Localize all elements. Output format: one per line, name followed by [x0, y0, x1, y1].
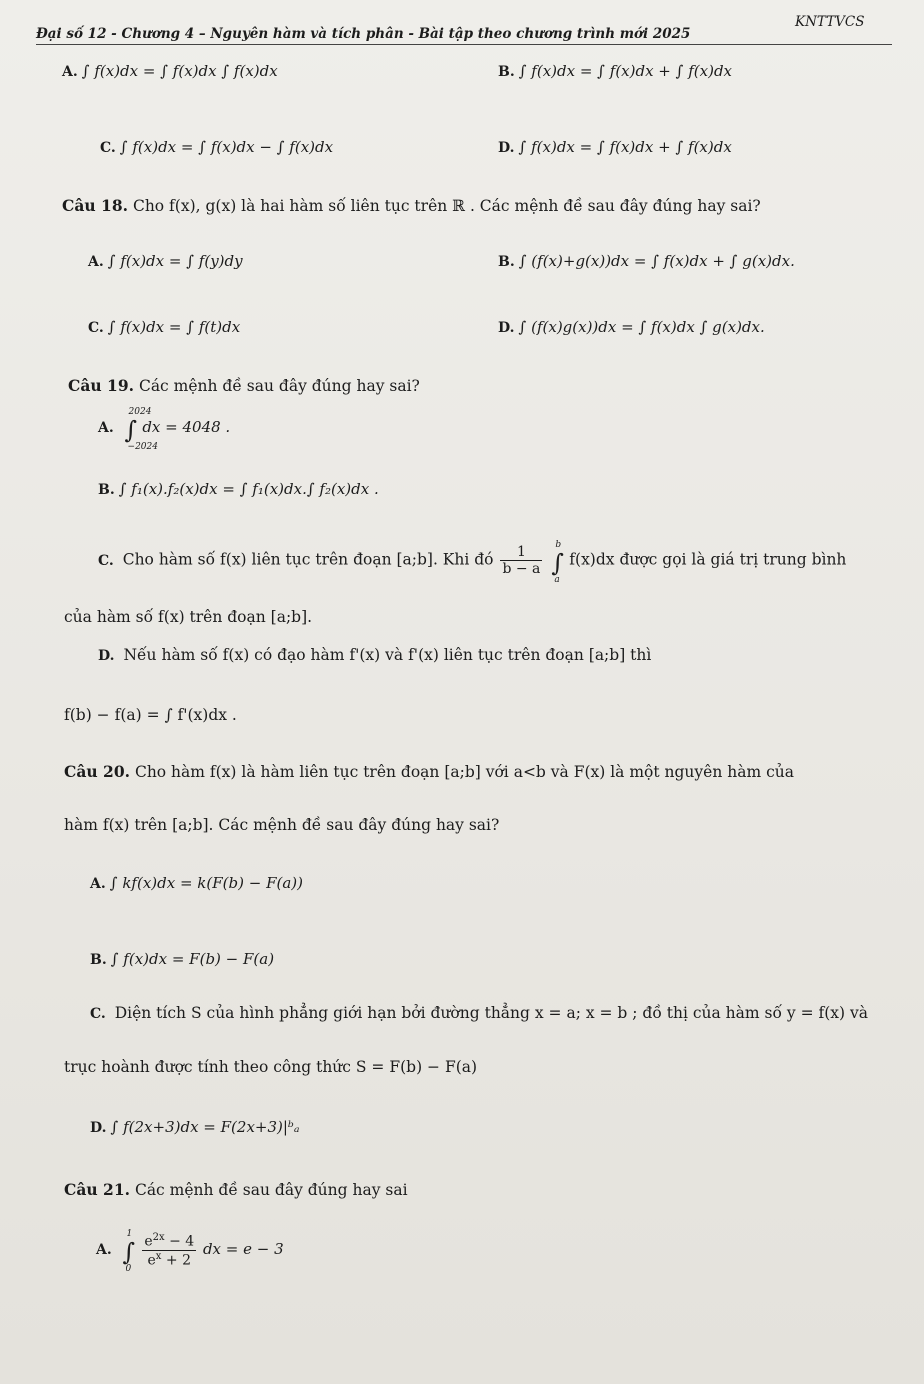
q20-option-a: A. ∫ kf(x)dx = k(F(b) − F(a)) — [90, 874, 303, 892]
q20-option-b: B. ∫ f(x)dx = F(b) − F(a) — [90, 950, 275, 968]
q18-option-b: B. ∫ (f(x)+g(x))dx = ∫ f(x)dx + ∫ g(x)dx. — [498, 252, 795, 270]
question-19: Câu 19. Các mệnh đề sau đây đúng hay sai? — [68, 376, 420, 395]
header-code: KNTTVCS — [795, 14, 865, 30]
fraction: $\frac{e^{2x} - 4}{e^x + 2}$ — [144, 1232, 195, 1269]
question-20: Câu 20. Cho hàm f(x) là hàm liên tục trên đoạn [a;b] với a<b và F(x) là một nguyên hàm của — [64, 762, 795, 781]
q18-option-d: D. ∫ (f(x)g(x))dx = ∫ f(x)dx ∫ g(x)dx. — [498, 318, 765, 336]
q20-option-c-continued: trục hoành được tính theo công thức S = F(b) − F(a) — [64, 1058, 478, 1076]
header-title: Đại số 12 - Chương 4 – Nguyên hàm và tích phân - Bài tập theo chương trình mới 2025 — [36, 26, 691, 42]
header-divider — [36, 44, 892, 45]
q17-option-d: D. ∫ f(x)dx = ∫ f(x)dx + ∫ f(x)dx — [498, 138, 732, 156]
q17-option-c: C. ∫ f(x)dx = ∫ f(x)dx − ∫ f(x)dx — [100, 138, 334, 156]
q19-option-c-continued: của hàm số f(x) trên đoạn [a;b]. — [64, 608, 313, 626]
q19-option-a: A. ∫ 2024 −2024 dx = 4048 . — [98, 407, 231, 452]
q17-option-a: A. ∫ f(x)dx = ∫ f(x)dx ∫ f(x)dx — [62, 62, 278, 80]
fraction: $\frac{1}{b - a}$ — [502, 544, 541, 577]
integral-sign: ∫ b a — [551, 539, 564, 585]
q20-option-c: C. Diện tích S của hình phẳng giới hạn bởi đường thẳng x = a; x = b ; đồ thị của hàm số y = f(x) và — [90, 1004, 868, 1022]
q19-option-c: C. Cho hàm số f(x) liên tục trên đoạn [a;b]. Khi đó $\frac{1}{b - a}$ ∫ b a f(x)dx được gọi là giá trị trung bình — [98, 539, 847, 585]
question-21: Câu 21. Các mệnh đề sau đây đúng hay sai — [64, 1180, 408, 1199]
q18-option-c: C. ∫ f(x)dx = ∫ f(t)dx — [88, 318, 241, 336]
q20-option-d: D. ∫ f(2x+3)dx = F(2x+3)|ᵇₐ — [90, 1118, 300, 1136]
q17-option-b: B. ∫ f(x)dx = ∫ f(x)dx + ∫ f(x)dx — [498, 62, 733, 80]
integral-sign: ∫ 1 0 — [122, 1229, 136, 1275]
question-18: Câu 18. Cho f(x), g(x) là hai hàm số liên tục trên ℝ . Các mệnh đề sau đây đúng hay sai? — [62, 196, 761, 215]
q21-option-a: A. ∫ 1 0 $\frac{e^{2x} - 4}{e^x + 2}$ dx = e − 3 — [96, 1229, 284, 1275]
q19-option-d-continued: f(b) − f(a) = ∫ f'(x)dx . — [64, 706, 237, 724]
q18-option-a: A. ∫ f(x)dx = ∫ f(y)dy — [88, 252, 243, 270]
question-20-continued: hàm f(x) trên [a;b]. Các mệnh đề sau đây đúng hay sai? — [64, 816, 500, 834]
q19-option-d: D. Nếu hàm số f(x) có đạo hàm f'(x) và f'(x) liên tục trên đoạn [a;b] thì — [98, 646, 652, 664]
q19-option-b: B. ∫ f₁(x).f₂(x)dx = ∫ f₁(x)dx.∫ f₂(x)dx . — [98, 480, 379, 498]
integral-sign: ∫ 2024 −2024 — [124, 407, 158, 452]
